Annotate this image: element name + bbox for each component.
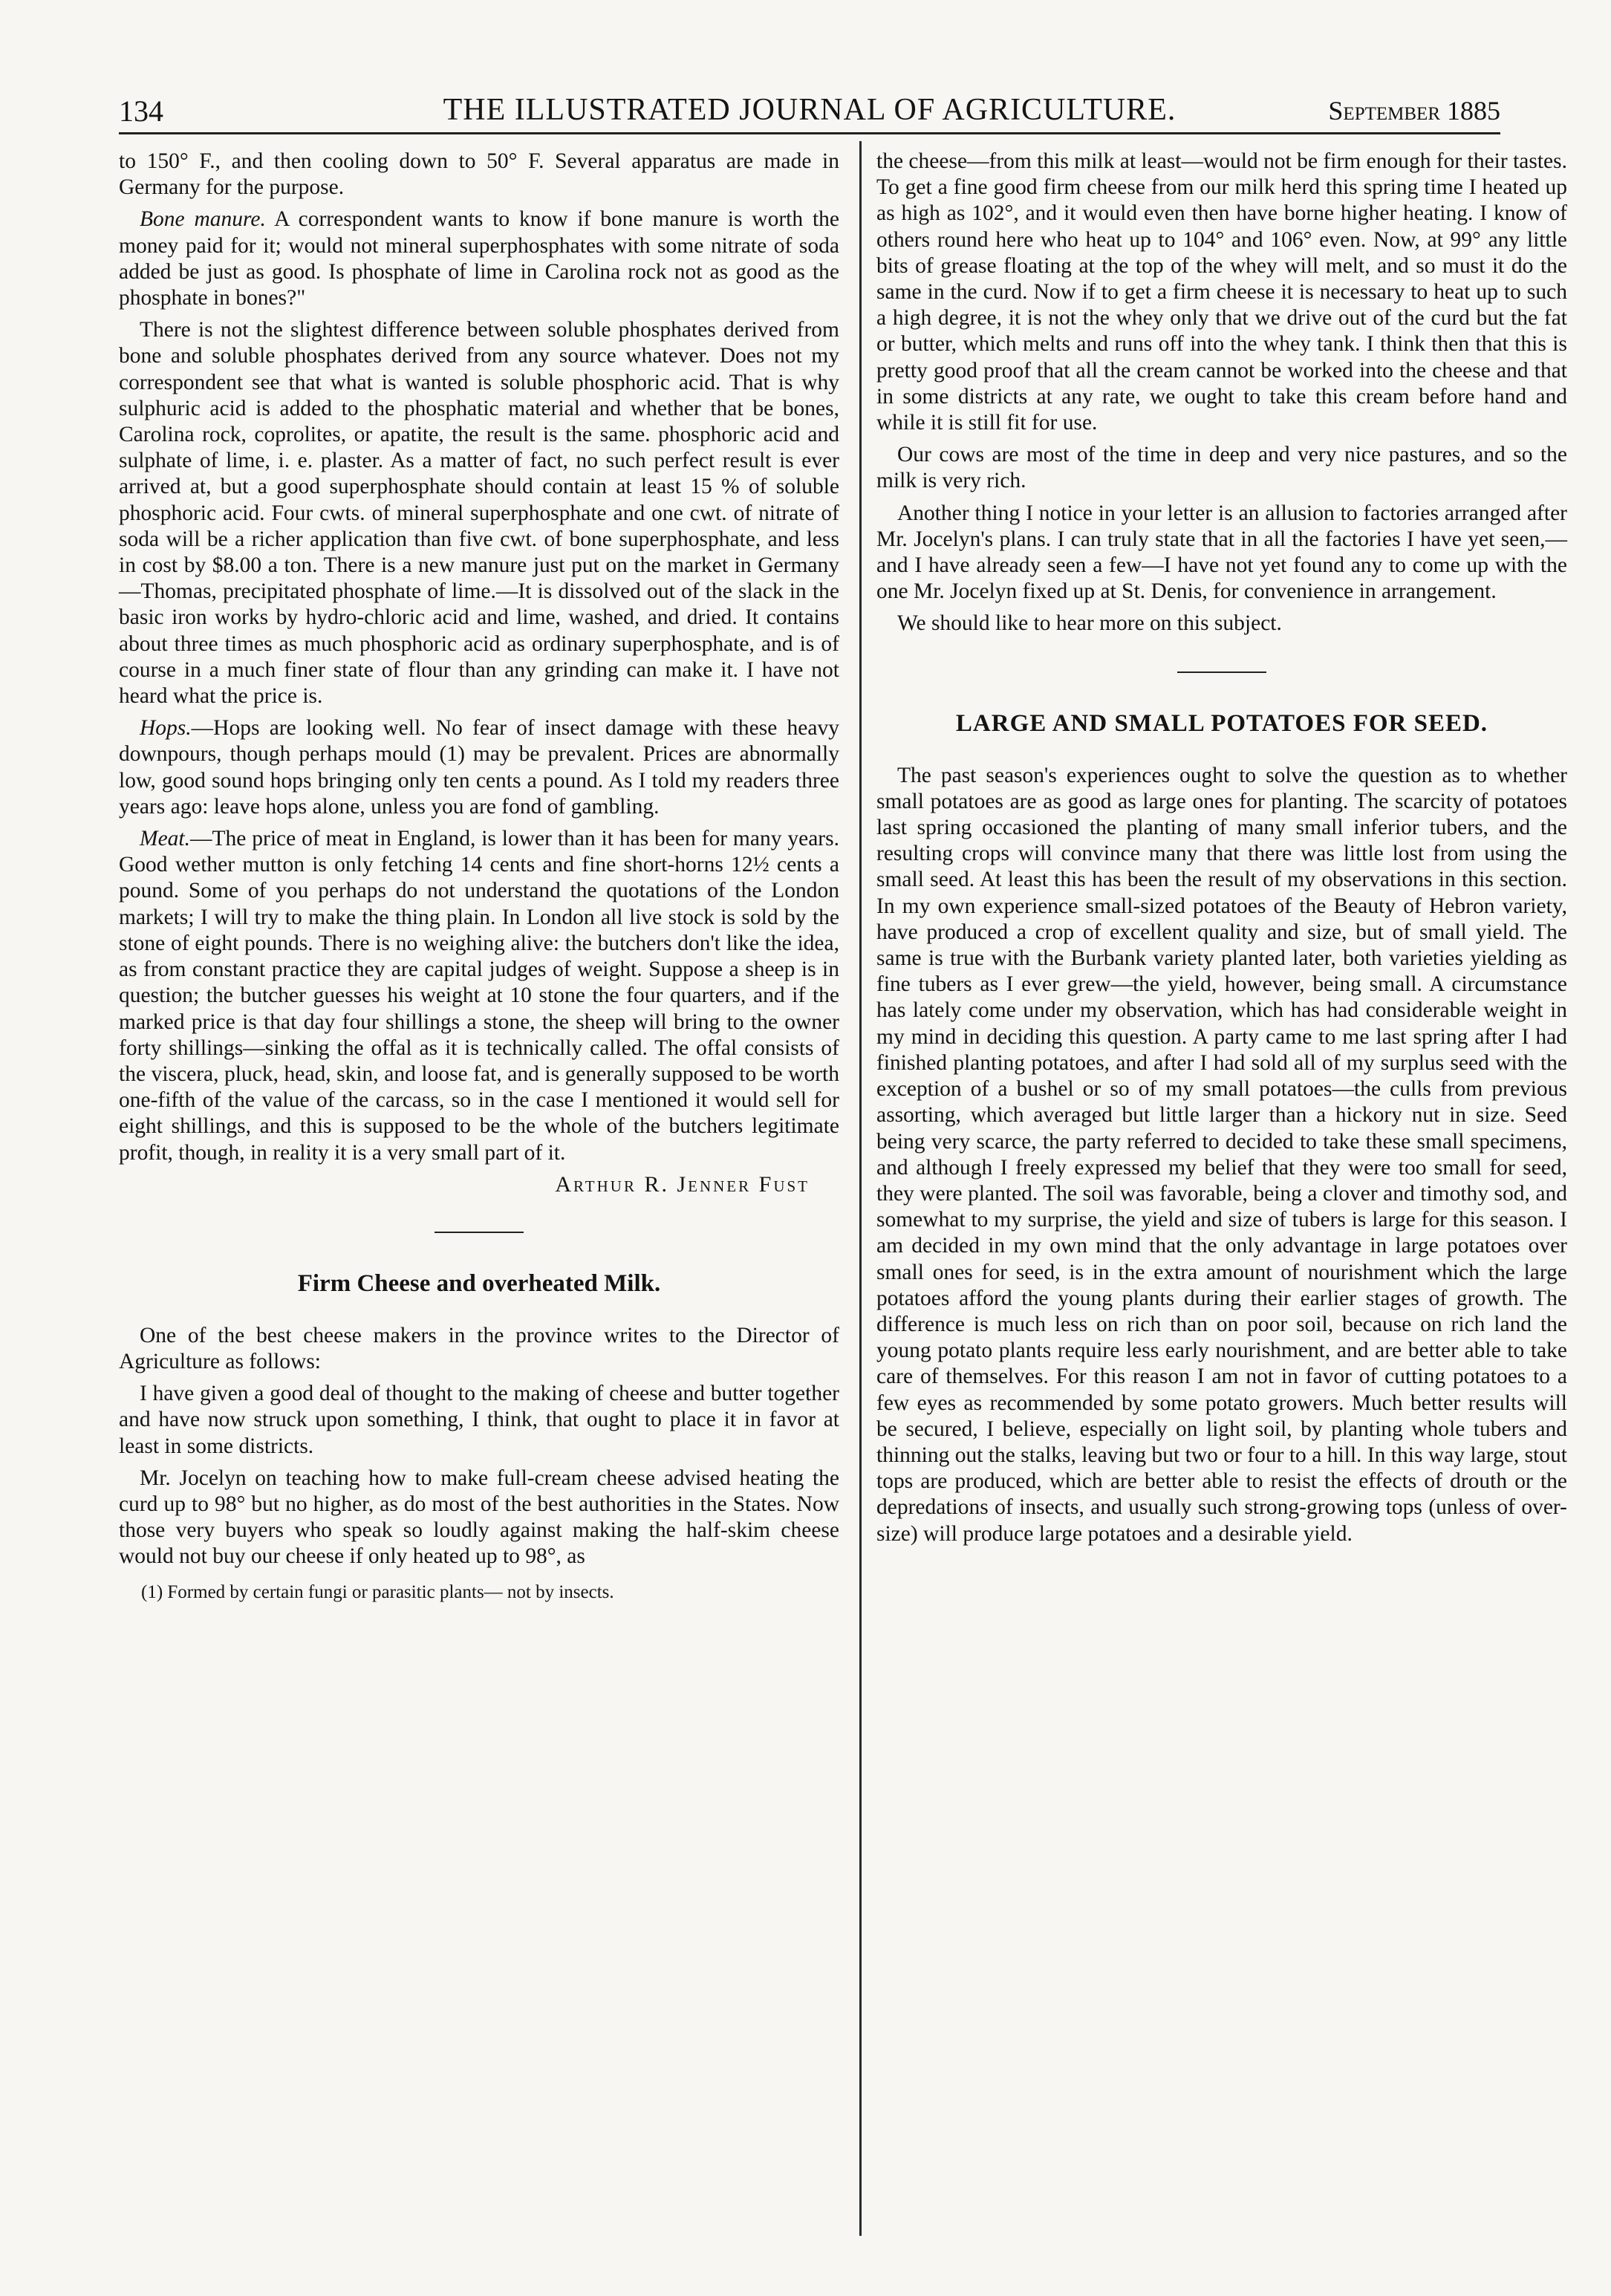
column-divider: [859, 141, 862, 2236]
author-signature: Arthur R. Jenner Fust: [555, 1171, 810, 1197]
paragraph-text: —The price of meat in England, is lower than it has been for many years. Good wether mutton is only fetching 14 cents and fine short-horns 12½ cents a pound. Some of you perhaps do not understand the quotations of the London markets; I will try to make the thing plain. In London all live stock is sold by the stone of eight pounds. There is no weighing alive: the butchers don't like the idea, as from constant practice they are capital judges of weight. Suppose a sheep is in question; the butcher guesses his weight at 10 stone the four quarters, and if the marked price is that day four shillings a stone, the sheep will bring to the owner forty shillings—sinking the offal as it is technically called. The offal consists of the viscera, pluck, head, skin, and loose fat, and is generally supposed to be worth one-fifth of the value of the carcass, so in the case I mentioned it would sell for eight shillings, and this is supposed to be the whole of the butchers legitimate profit, though, in reality it is a very small part of it.: [119, 827, 839, 1165]
paragraph-lead: Bone manure.: [140, 207, 266, 232]
article-heading: Firm Cheese and overheated Milk.: [297, 1269, 661, 1297]
right-column: [876, 149, 1567, 1553]
paragraph: The past season's experiences ought to solve the question as to whether small potatoes are as good as large ones for planting. The scarcity of potatoes last spring occasioned the planting of many small inferior tubers, and the resulting crops will convince many that there was little lost from using the small seed. At least this has been the result of my observations in this section. In my own experience small-sized potatoes of the Beauty of Hebron variety, have produced a crop of excellent quality and size, but of small yield. The same is true with the Burbank variety planted later, both varieties yielding as fine tubers as I ever grew—the yield, however, being small. A circumstance has lately come under my observation, which has had considerable weight in my mind in deciding this question. A party came to me last spring after I had finished planting potatoes, and after I had sold all of my surplus seed with the exception of a bushel or so of my small potatoes—the culls from previous assorting, which averaged but little larger than a hickory nut in size. Seed being very scarce, the party referred to decided to take these small specimens, and although I freely expressed my belief that they were too small for seed, they were planted. The soil was favorable, being a clover and timothy sod, and somewhat to my surprise, the yield and size of tubers is large for this season. I am decided in my own mind that the only advantage in large potatoes over small ones for seed, is in the extra amount of nourishment which the large potatoes afford the young plants during their earlier stages of growth. The difference is much less on rich than on poor soil, because on rich land the young potato plants require less early nourishment, and are better able to take care of themselves. For this reason I am not in favor of cutting potatoes to a few eyes as recommended by some potato growers. Much better results will be secured, I believe, especially on light soil, by planting whole tubers and thinning out the stalks, leaving but two or four to a hill. In this way large, stout tops are produced, which are better able to resist the effects of drouth or the depredations of insects, and usually such strong-growing tops (unless of over-size) will produce large potatoes and a desirable yield.: [876, 763, 1567, 1546]
paragraph: One of the best cheese makers in the province writes to the Director of Agriculture as follows:: [119, 1323, 839, 1373]
paragraph: Our cows are most of the time in deep and very nice pastures, and so the milk is very rich.: [876, 443, 1567, 493]
section-divider: [435, 1232, 524, 1233]
left-column: [119, 149, 839, 1603]
paragraph-text: A correspondent wants to know if bone manure is worth the money paid for it; would not mineral superphosphates with some nitrate of soda added be just as good. Is phosphate of lime in Carolina rock not as good as the phosphate in bones?": [119, 207, 839, 310]
article-heading: LARGE AND SMALL POTATOES FOR SEED.: [955, 709, 1488, 737]
paragraph: [119, 206, 839, 311]
paragraph: There is not the slightest difference between soluble phosphates derived from bone and soluble phosphates derived from any source whatever. Does not my correspondent see that what is wanted is soluble phosphoric acid. That is why sulphuric acid is added to the phosphatic material and whether that be bones, Carolina rock, coprolites, or apatite, the result is the same. phosphoric acid and sulphate of lime, i. e. plaster. As a matter of fact, no such perfect result is ever arrived at, but a good superphosphate should contain at least 15 % of soluble phosphoric acid. Four cwts. of mineral superphosphate and one cwt. of nitrate of soda will be a richer application than five cwt. of bone superphosphate, and less in cost by $8.00 a ton. There is a new manure just put on the market in Germany—Thomas, precipitated phosphate of lime.—It is dissolved out of the slack in the basic iron works by hydro-chloric acid and lime, washed, and dried. It contains about three times as much phosphoric acid as ordinary superphosphate, and is of course in a much finer state of flour than any grinding can make it. I have not heard what the price is.: [119, 318, 839, 709]
section-divider: [1177, 671, 1266, 673]
paragraph: I have given a good deal of thought to the making of cheese and butter together and have now struck upon something, I think, that ought to place it in favor at least in some districts.: [119, 1382, 839, 1458]
paragraph: to 150° F., and then cooling down to 50° F. Several apparatus are made in Germany for the purpose.: [119, 149, 839, 200]
footnote: (1) Formed by certain fungi or parasitic plants— not by insects.: [141, 1581, 614, 1602]
paragraph: Another thing I notice in your letter is an allusion to factories arranged after Mr. Jocelyn's plans. I can truly state that in all the factories I have yet seen,—and I have already seen a few—I have not yet found any to come up with the one Mr. Jocelyn fixed up at St. Denis, for convenience in arrangement.: [876, 501, 1567, 604]
paragraph-lead: Meat.: [140, 827, 190, 851]
issue-date: September 1885: [1328, 96, 1500, 126]
page-number: 134: [119, 94, 163, 128]
paragraph: [119, 715, 839, 820]
paragraph-lead: Hops.: [140, 716, 192, 741]
paragraph: the cheese—from this milk at least—would not be firm enough for their tastes. To get a fine good firm cheese from our milk herd this spring time I heated up as high as 102°, and it would even then have borne higher heating. I know of others round here who heat up to 104° and 106° even. Now, at 99° any little bits of grease floating at the top of the whey will melt, and so must it do the same in the curd. Now if to get a firm cheese it is necessary to heat up to such a high degree, it is not the whey only that we drive out of the curd but the fat or butter, which melts and runs off into the whey tank. I think then that this is pretty good proof that all the cream cannot be worked into the cheese and that in some districts at any rate, we ought to take this cream before hand and while it is still fit for use.: [876, 149, 1567, 435]
page-header: [119, 88, 1500, 134]
paragraph: Mr. Jocelyn on teaching how to make full-cream cheese advised heating the curd up to 98° but no higher, as do most of the best authorities in the States. Now those very buyers who speak so loudly against making the half-skim cheese would not buy our cheese if only heated up to 98°, as: [119, 1466, 839, 1569]
paragraph: [119, 826, 839, 1166]
paragraph-text: —Hops are looking well. No fear of insect damage with these heavy downpours, though perhaps mould (1) may be prevalent. Prices are abnormally low, good sound hops bringing only ten cents a pound. As I told my readers three years ago: leave hops alone, unless you are fond of gambling.: [119, 716, 839, 819]
paragraph: We should like to hear more on this subject.: [897, 611, 1282, 636]
journal-title: THE ILLUSTRATED JOURNAL OF AGRICULTURE.: [443, 93, 1176, 127]
